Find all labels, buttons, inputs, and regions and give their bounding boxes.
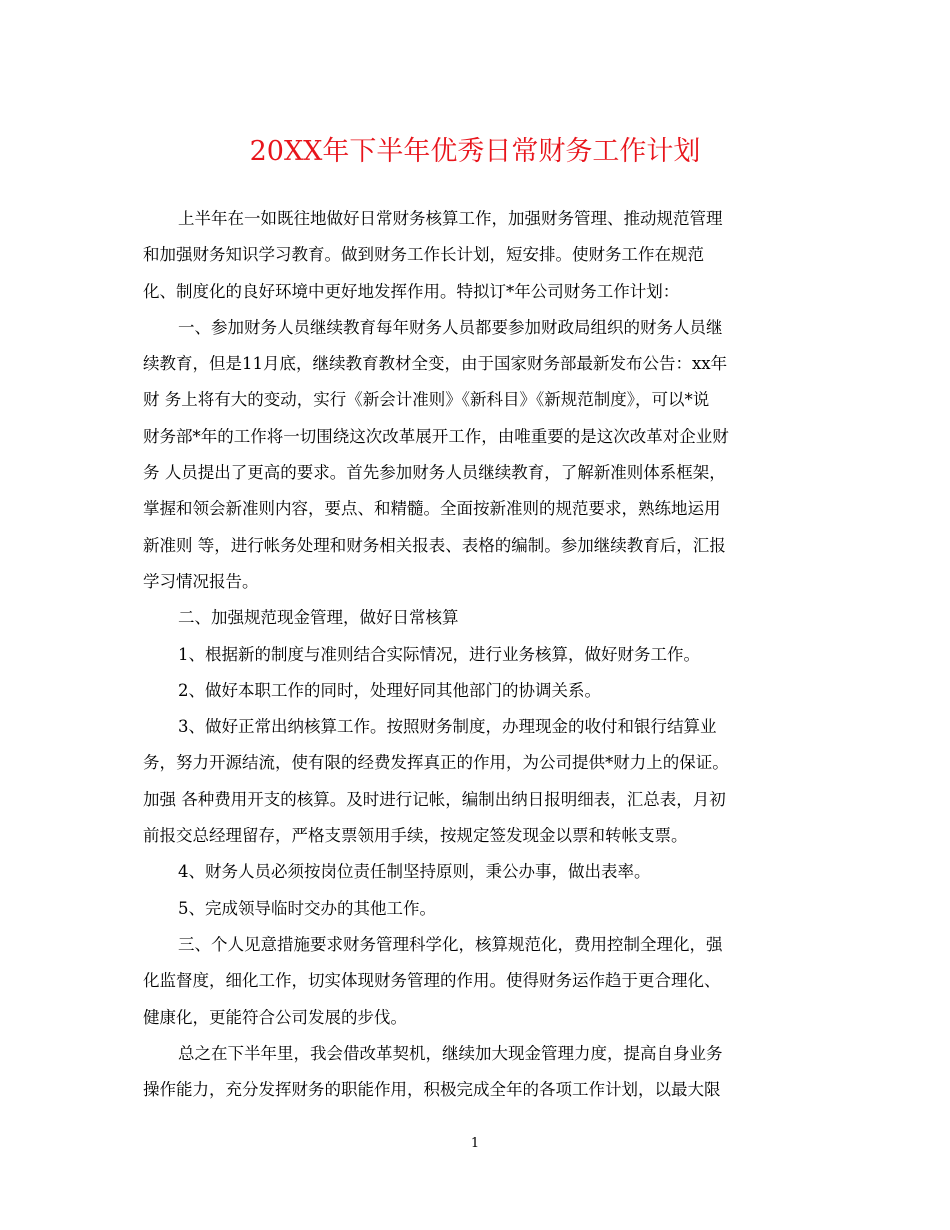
text-line: 3、做好正常出纳核算工作。按照财务制度，办理现金的收付和银行结算业 [178,717,717,737]
text-line: 和加强财务知识学习教育。做到财务工作长计划，短安排。使财务工作在规范 [143,245,704,265]
text-line: 5、完成领导临时交办的其他工作。 [178,898,436,918]
text-line: 上半年在一如既往地做好日常财务核算工作，加强财务管理、推动规范管理 [178,209,723,228]
paragraph [143,927,808,1036]
paragraph [143,854,808,890]
text-line: 学习情况报告。 [143,571,259,591]
text-line: 财 务上将有大的变动，实行《新会计准则》《新科目》《新规范制度》，可以*说 [143,390,710,410]
text-line: 1、根据新的制度与准则结合实际情况，进行业务核算，做好财务工作。 [178,644,700,664]
text-line: 操作能力，充分发挥财务的职能作用，积极完成全年的各项工作计划，以最大限 [143,1080,721,1100]
text-line: 一、参加财务人员继续教育每年财务人员都要参加财政局组织的财务人员继 [178,317,723,337]
text-line: 务，努力开源结流，使有限的经费发挥真正的作用，为公司提供*财力上的保证。 [143,753,729,773]
paragraph [143,637,808,673]
paragraph [143,673,808,709]
text-line: 化监督度，细化工作，切实体现财务管理的作用。使得财务运作趋于更合理化、 [143,971,721,991]
paragraph [143,891,808,927]
text-line: 加强 各种费用开支的核算。及时进行记帐，编制出纳日报明细表，汇总表，月初 [143,789,726,809]
paragraph [143,1036,808,1109]
text-line: 财务部*年的工作将一切围绕这次改革展开工作，由唯重要的是这次改革对企业财 [143,426,729,446]
text-line: 务 人员提出了更高的要求。首先参加财务人员继续教育，了解新准则体系框架， [143,463,726,483]
text-line: 续教育，但是11月底，继续教育教材全变，由于国家财务部最新发布公告：xx年 [143,354,728,374]
text-line: 三、个人见意措施要求财务管理科学化，核算规范化，费用控制全理化，强 [178,934,723,954]
text-line: 新准则 等，进行帐务处理和财务相关报表、表格的编制。参加继续教育后，汇报 [143,535,726,555]
text-line: 2、做好本职工作的同时，处理好同其他部门的协调关系。 [178,680,601,700]
text-line: 4、财务人员必须按岗位责任制坚持原则，秉公办事，做出表率。 [178,862,651,882]
paragraph [143,310,808,600]
text-line: 掌握和领会新准则内容，要点、和精髓。全面按新准则的规范要求，熟练地运用 [143,499,721,519]
text-line: 二、加强规范现金管理，做好日常核算 [178,608,459,628]
text-line: 总之在下半年里，我会借改革契机，继续加大现金管理力度，提高自身业务 [178,1043,723,1063]
page-number: 1 [470,1136,480,1151]
text-line: 化、制度化的良好环境中更好地发挥作用。特拟订*年公司财务工作计划： [143,281,680,301]
document-body [143,201,808,1108]
text-line: 健康化，更能符合公司发展的步伐。 [143,1007,407,1027]
paragraph [143,709,808,854]
text-line: 前报交总经理留存，严格支票领用手续，按规定签发现金以票和转帐支票。 [143,826,688,846]
document-title: 20XX年下半年优秀日常财务工作计划 [249,136,701,167]
paragraph [143,201,808,310]
paragraph [143,600,808,636]
